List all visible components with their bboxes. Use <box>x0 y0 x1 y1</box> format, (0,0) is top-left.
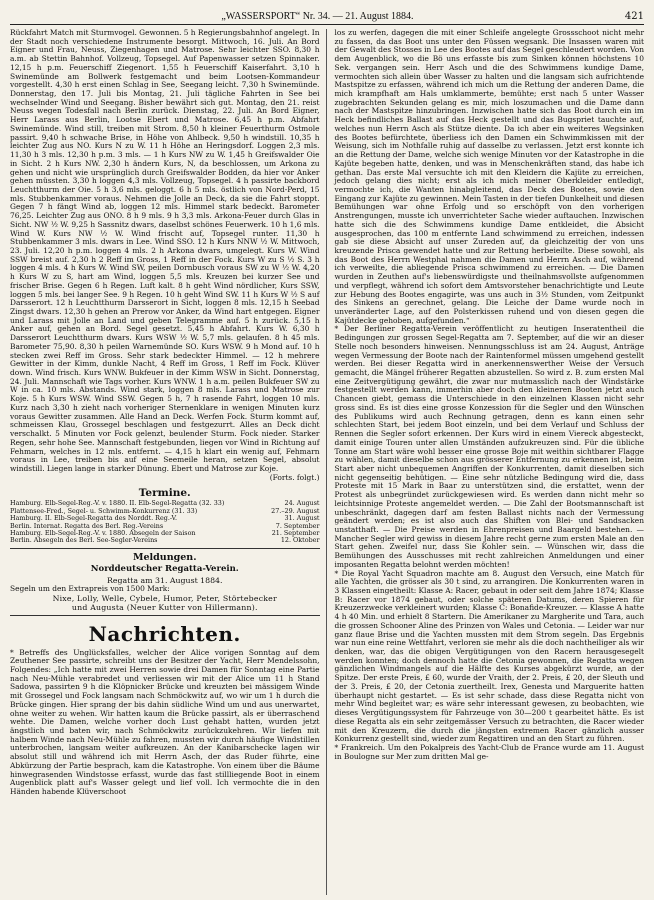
termine-list <box>10 500 320 544</box>
termine-row: Hamburg. Elb-Segel-Reg.-V. v. 1880. Absegeln der Saison 21. September <box>10 529 320 537</box>
page-number: 421 <box>624 11 644 22</box>
termine-heading: Termine. <box>138 487 191 500</box>
termine-row: Berlin. Internat. Regatta des Berl. Reg.-Vereins 7. September <box>10 521 320 530</box>
divider <box>10 548 320 549</box>
meldungen-prize: Segeln um den Extrapreis von 1500 Mark: <box>10 583 170 593</box>
header-title: „WASSERSPORT“ Nr. 34. — 21. August 1884. <box>221 11 414 22</box>
meldungen-subheading: Norddeutscher Regatta-Verein. <box>90 563 239 574</box>
frankreich-note: * Frankreich. Um den Pokalpreis des Yacht-Club de France wurde am 11. August in Boulogne sur Mer zum dritten Mal ge- <box>334 742 644 761</box>
left-column <box>10 29 327 895</box>
meldungen-entrants: Nixe, Lolly, Welle, Cybele, Humor, Peter, Störtebecker <box>52 593 277 603</box>
berliner-regatta-note: * Der Berliner Regatta-Verein veröffentlicht zu heutigen Inseratentheil die Bedingungen zur grossen Segel-Regatta am 7. September, auf die wir an dieser Stelle noch besonders hinweisen. Nennungsschluss ist am 24. August, Anträge wegen Vermessung der Boote nach der Raintenformel müssen umgehend gestellt werden. Bei dieser Regatta wird in anerkennenswerther Weise der Versuch gemacht, die Mängel früherer Regatten abzustellen. So wird z. B. zum ersten Mal eine Zeitvergütigung gewährt, die zwar nur mutmasslich nach der Windstärke festgestellt werden kann, immerhin aber doch den kleineren Booten jetzt auch Chancen giebt, gemass die Unterschiede in den einzelnen Klassen nicht sehr gross sind. Es ist dies eine grosse Konzession für die Segler und den Wünschen des Publikums wird auch Rechnung getragen, denn es kann einen sehr schlechten Start, bei jedem Boot einzeln, und bei dem Verlauf und Schluss der Rennen die Segler sofort erkennen. Der Kurs wird in einem Viereck abgesteckt, damit einige Touren unter allen Umständen aufzukreuzen sind. Für die übliche Tonne am Start wäre wohl besser eine grosse Boje mit weithin sichtbarer Flagge zu wählen, damit dieselbe schon aus grösserer Entfernung zu erkennen ist, beim Start aber nicht unbequemen Angriffen der Konkurrenten, damit dieselben sich nicht gegenseitig behütigen. — Eine sehr nützliche Bedingung wird die, dass Proteste mit 15 Mark in Baar zu unterstützen sind, die erstattet, wenn der Protest als unbegründet zurückgewiesen wird. Es werden dann nicht mehr so leichtsinnige Proteste angemeldet werden. — Die Zahl der Bootsmannschaft ist unbeschränkt, dagegen darf am festen Ballast nichts nach der Vermessung geändert werden; es ist also auch das Shiften von Blei- und Sandsacken unstatthaft. — Die Preise werden in Ehrenpreisen und Baargeld bestehen. — Mancher Segler wird gewiss in diesem Jahre recht gerne zum ersten Male an den Start gehen. Zweifel nur, dass Sie Kohler sein. — Wünschen wir, dass die Bemühungen des Ausschusses mit recht zahlreichen Anmeldungen und einer imposanten Regatta belohnt werden möchten! <box>334 324 644 569</box>
divider <box>10 615 320 616</box>
nachrichten-heading: Nachrichten. <box>88 621 241 646</box>
termine-row: Berlin. Absegeln des Berl. See-Segler-Vereins 12. Oktober <box>10 536 320 545</box>
meldungen-heading: Meldungen. <box>132 551 197 563</box>
nachrichten-text: * Betreffs des Unglücksfalles, welcher der Alice vorigen Sonntag auf dem Zeuthener See passirte, schreibt uns der Besitzer der Yacht, Herr Mendelssohn, Folgendes: „Ich hatte mit zwei Herren sowie drei Damen für Sonntag eine Partie nach Neu-Mühle verabredet und verliessen wir mit der Alice um 11 h Stand Sadowa, passirten 9 h die Klöpnicker Brücke und kreuzten bei mässigem Winde mit Grossegel und Fock langsam nach Schmöckwitz auf, wo wir um 1 h durch die Brücke gingen. Hier sprang der bis dahin südliche Wind um und aus unerwartet, ohne weiter zu wehen. Wir hatten kaum die Brücke passirt, als er überraschend wehte. Die Damen, welche vorher doch Lust gehabt hatten, wurden jetzt ängstlich und baten wir, nach Schmöckwitz zurückzukehren. Wir liefen mit halbem Winde nach Neu-Mühle zu fahren, mussten wir durch häufige Windstillen unterbrochen, langsam weiter aufkreuzen. An der Kanibarschecke lagen wir absolut still und während ich mit Herrn Asch, der das Ruder führte, eine Abkürzung der Partie besprach, kam die Katastrophe. Von einem über die Bäume hinwegrasenden Windstosse erfasst, wurde das fast stillliegende Boot in einem Augenblick platt auf's Wasser gelegt und lief voll. Ich vermochte die in den Händen habende Klüverschoot <box>10 647 320 797</box>
right-column <box>335 29 645 895</box>
termine-row: Hamburg. II. Elb-Segel-Regatta des Norddt. Reg.-V. 31. August <box>10 514 320 523</box>
logbook-text: Rückfahrt Match mit Sturmvogel. Gewonnen. 5 h Regierungsbahnhof angelegt. In der Stadt noch verschiedene Instrumente besorgt. Mittwoch, 16. Juli. An Bord Eigner und Frau, Neuss, Ziegenhagen und Matrose. Sehr leichter SSO. 8,30 h a.m. ab Stettin Bahnhof. Vollzeug, Topsegel. Auf Papenwasser setzen Spinnaker. 12,15 h p.m. Feuerschiff Ziegenort. 1,55 h Feuerschiff Kaiserfahrt. 3,10 h Swinemünde am Bollwerk festgemacht und beim Lootsen-Kommandeur vorgestellt. 4,30 h erst einen Schlag in See, Seegang leicht. 7,30 h Swinemünde. Donnerstag, den 17. Juli bis Montag, 21. Juli tägliche Fahrten in See bei wechselnder Wind und Seegang. Bisher bewährt sich gut. Montag, den 21. reist Neuss wegen Todesfall nach Berlin zurück. Dienstag, 22. Juli. An Bord Eigner, Herr Larass aus Berlin, Lootse Ebert und Matrose. 6,45 h p.m. Abfahrt Swinemünde. Wind still, treiben mit Strom. 8,50 h kleiner Feuerthurm Ostmole passirt. 9,40 h schwache Brise, in Höhe von Ahlbeck. 9,50 h windstill. 10,35 h leichter Zug aus NO. Kurs N zu W. 11 h Höhe an Heringsdorf. Loggen 2,3 mls. 11,30 h 3 mls. 12,30 h p.m. 3 mls. — 1 h Kurs NW zu W. 1,45 h Greifswalder Oie in Sicht. 2 h Kurs NW. 2,30 h ändern Kurs, N, da beschlossen, um Arkona zu gehen und nicht wie ursprünglich durch Greifswalder Bodden, da hier vor Anker gehen müssten. 3,30 h loggen 4,3 mls. Vollzeug, Topsegel. 4 h passirte backbord Leuchtthurm der Oie. 5 h 3,6 mls. geloggt. 6 h 5 mls. östlich von Nord-Perd, 15 mls. Stubbenkammer voraus. Nehmen die Jolle an Deck, da sie die Fahrt stoppt. Gegen 7 h fängt Wind ab, loggen 12 mls. Himmel stark bedeckt. Barometer 76,25. Leichter Zug aus ONO. 8 h 9 mls. 9 h 3,3 mls. Arkona-Feuer durch Glas in Sicht. NW ½ W. 9,25 h Sassnitz dwars, daselbst schönes Feuerwerk. 10 h 1,6 mls. Wind W. Kurs NW ½ W. Wind frischt auf, Topsegel runter. 11,30 h Stubbenkammer 3 mls. dwars in Lee. Wind SSO. 12 h Kurs NNW ½ W. Mittwoch, 23. Juli. 12,20 h p.m. loggen 4 mls. 2 h Arkona dwars, umgelegt. Kurs W. Wind SSW breist auf. 2,30 h 2 Reff im Gross, 1 Reff in der Fock. Kurs W zu S ½ S. 3 h loggen 4 mls. 4 h Kurs W. Wind SW, peilen Dornbusch voraus SW zu W ½ W. 4,20 h Kurs W zu S, hart am Wind, loggen 5,5 mls. Kreuzen bei kurzer See und frischer Brise. Gegen 6 h Regen. Luft kalt. 8 h geht Wind nördlicher, Kurs SSW, loggen 5 mls. bei langer See. 9 h Regen. 10 h geht Wind SW. 11 h Kurs W ½ S auf Darsserort. 12 h Leuchtthurm Darsserort in Sicht, loggen 8 mls. 12,15 h Seebad Zingst dwars. 12,30 h gehen an Prerow vor Anker, da Wind hart entgegen. Eigner und Larass mit Jolle an Land und geben Telegramme auf. 5 h zurück. 5,15 h Anker auf, gehen an Bord. Segel gesetzt. 5,45 h Abfahrt. Kurs W. 6,30 h Darsserort Leuchtthurm dwars. Kurs WSW ½ W. 5,7 mls. gelaufen. 8 h 45 mls. Barometer 75,90. 8,30 h peilen Warnemünde SO. Kurs WSW. 9 h Mond auf. 10 h stecken zwei Reff im Gross. Sehr stark bedeckter Himmel. — 12 h mehrere Gewitter in der Kimm, dunkle Nacht, 4 Reff im Gross, 1 Reff im Fock. Klüver down. Wind frisch. Kurs WNW. Bukfeuer in der Kimm WSW in Sicht. Donnerstag, 24. Juli. Mannschaft wie Tags vorher. Kurs WNW. 1 h a.m. peilen Bukfeuer SW zu W in ca. 10 mls. Abstands. Wind stark, loggen 8 mls. Larass und Matrose zur Koje. 5 h Kurs WSW. Wind SSW. Gegen 5 h, 7 h rasende Fahrt, loggen 10 mls. Kurz nach 3,30 h zieht nach vorheriger Sternenklare in wenigen Minuten kurz voraus Gewitter zusammen. Alle Hand an Deck. Werfen Fock. Sturm kommt auf, schmeissen Klau, Grossegel beschlagen und festgezurrt. Alles an Deck dicht verschalkt. 5 Minuten vor Fock gelenzt, beulender Sturm. Fock nieder. Starker Regen, sehr hohe See. Mannschaft festgebunden, liegen vor Wind in Richtung auf Fehmarn, welches in 12 mls. entfernt. — 4,15 h klart ein wenig auf, Fehmarn voraus in Lee, treiben bis auf eine Seemeile heran, setzen Segel, absolut windstill. Liegen lange in starker Dünung. Ebert und Matrose zur Koje. <box>10 28 320 473</box>
meldungen-entrants-2: und Augusta (Neuer Kutter von Hillermann). <box>71 602 258 612</box>
continued-note: (Forts. folgt.) <box>269 472 320 482</box>
accident-report-continued: los zu werfen, dagegen die mit einer Schleife angelegte Grossschoot nicht mehr zu fassen, da das Boot uns unter den Füssen wegsank. Die Insassen waren mit der Gewalt des Stosses in Lee des Bootes auf das Segel geschleudert worden. Von dem Augenblick, wo die Bö uns erfasste bis zum Sinken können höchstens 10 Sek. vergangen sein. Herr Asch und die des Schwimmens kundige Dame, vermochten sich allein über Wasser zu halten und die langsam sich aufrichtende Mastspitze zu erfassen, während ich mich um die Rettung der anderen Dame, die mich krampfhaft am Hals umklammerte, bemühte; erst nach 5 unter Wasser zugebrachten Sekunden gelang es mir, mich loszumachen und die Dame dann nach der Mastspitze hinzubringen. Inzwischen hatte sich das Boot durch ein im Heck befindliches Ballast auf das Heck gestellt und das Bugspriet tauchte auf, welches nun Herrn Asch als Stütze diente. Da ich aber ein weiteres Wegsinken des Bootes befürchtete, überliess ich den Damen ein Schwimmkissen mit der Weisung, sich im Nothfalle ruhig auf dasselbe zu verlassen. Jetzt erst konnte ich an die Rettung der Dame, welche sich wenige Minuten vor der Katastrophe in die Kajüte begeben hatte, denken, und was in Menschenkräften stand, das habe ich gethan. Das erste Mal versuchte ich mit den Kleidern die Kajüte zu erreichen, jedoch gelang dies nicht; erst als ich mich meiner Oberkleider entledigt, vermochte ich, die Wanten hinabgleitend, das Deck des Bootes, sowie den Eingang zur Kajüte zu gewinnen. Mein Tasten in der tiefen Dunkelheit und diesen Bemühungen war ohne Erfolg und so erschöpft von den vorherigen Anstrengungen, musste ich unverrichteter Sache wieder auftauchen. Inzwischen hatte sich die des Schwimmens kundige Dame entkleidet, die Absicht ausgesprochen, das 100 m entfernte Land schwimmend zu erreichen, indessen gab sie diese Absicht auf unser Zureden auf, da gleichzeitig der von uns kreuzende Prisca gewendet hatte und zur Rettung herbeieilte. Diese sowohl, als das Boot des Herrn Westphal nahmen die Damen und Herrn Asch auf, während ich verweilte, die abliegende Prisca schwimmend zu erreichen. — Die Damen wurden in Zeuthen auf's liebenswürdigste und theilnahmsvollste aufgenommen und verpflegt, während ich sofort dem Amtsvorsteher benachrichtigte und Leute zur Hebung des Bootes engagirte, was uns auch in 3½ Stunden, vom Zeitpunkt des Sinkens an gerechnet, gelang. Die Leiche der Dame wurde noch in unveränderter Lage, auf den Polsterkissen ruhend und von diesen gegen die Kajütdecke gehoben, aufgefunden.“ <box>334 28 644 325</box>
meldungen-date: Regatta am 31. August 1884. <box>106 575 223 585</box>
termine-row: Plattensee-Fred., Segel- u. Schwimm-Konkurrenz (31. 33) 27.–29. August <box>10 506 320 515</box>
royal-yacht-squadron-note: * Die Royal Yacht Squadron machte am 8. August den Versuch, eine Match für alle Yachten, die grösser als 30 t sind, zu arrangiren. Die Konkurrenten waren in 3 Klassen eingetheilt: Klasse A: Racer, gebaut in oder seit dem Jahre 1874; Klasse B: Racer vor 1874 gebaut, oder solche späteren Datums, deren Spieren für Kreuzerzwecke verkleinert wurden; Klasse C: Bonafide-Kreuzer. — Klasse A hatte 4 h 40 Min. und erhielt 8 Startern. Die Amerikaner zu Margherite und Tara, auch die grossen Schooner Aline des Prinzen von Wales und Cetonia. — Leider war nur ganz flaue Brise und die Yachten mussten mit dem Strom segeln. Das Ergebnis war nun eine reine Wettfahrt, verloren sie mehr als die doch nachtheiliger als wir denken, war, das die obigen Vergütigungen von den Racern herausgesegelt werden konnten; doch dennoch hatte die Cetonia gewonnen, die Regatta wegen gänzlichen Windmangels auf die Hälfte des Kurses abgekürzt wurde, an der Spitze. Der erste Preis, £ 60, wurde der Vraith, der 2. Preis, £ 20, der Sleuth und der 3. Preis, £ 20, der Cetonia zuertheilt. Irex, Genesta und Marguerite hatten überhaupt nicht gestartet. — Es ist sehr schade, dass diese Regatta nicht von mehr Wind begleitet war; es wäre sehr interessant gewesen, zu beobachten, wie dieses Vergütigungssystem für Fahrzeuge von 30—200 t gearbeitet hätte. Es ist diese Regatta als ein sehr zeitgemässer Versuch zu betrachten, die Racer wieder mit den Kreuzern, die durch die jängsten extremen Racer gänzlich ausser Konkurrenz gestellt sind, wieder zum Regattiren und an den Start zu führen. <box>334 568 644 744</box>
page-header <box>10 8 644 25</box>
termine-row: Hamburg. Elb-Segel-Reg.-V. v. 1880. II. Elb-Segel-Regatta (32. 33) 24. August <box>10 499 320 508</box>
